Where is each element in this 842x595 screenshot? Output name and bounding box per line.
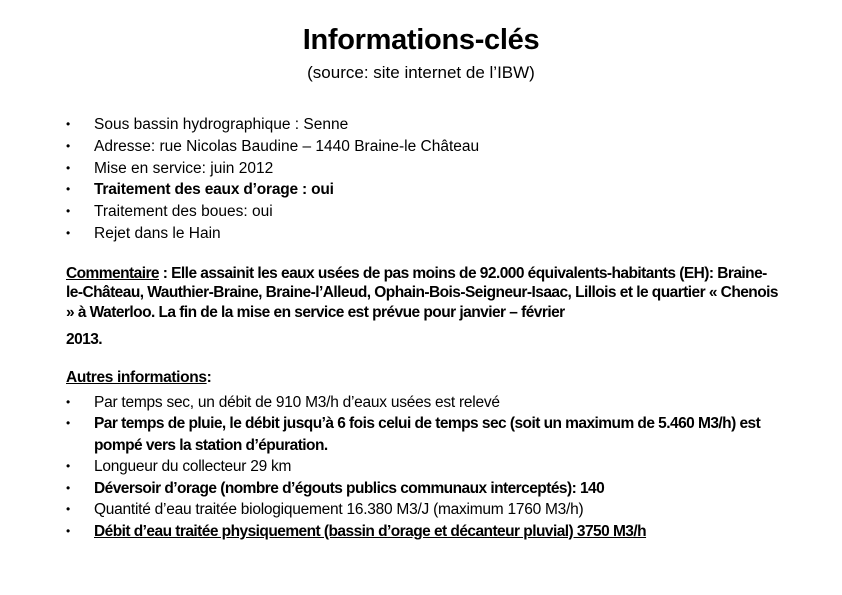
list-item [66, 201, 778, 223]
fact-text: Traitement des eaux d’orage : oui [94, 181, 334, 199]
bullet-icon: • [66, 459, 71, 474]
bullet-icon: • [66, 204, 71, 219]
list-item [66, 413, 780, 456]
other-info-text: Déversoir d’orage (nombre d’égouts publics communaux interceptés): 140 [94, 479, 605, 497]
list-item [66, 179, 778, 201]
bullet-icon: • [66, 138, 71, 153]
subtitle: (source: site internet de l’IBW) [307, 63, 535, 82]
facts-list [66, 114, 778, 245]
other-info-text: Quantité d’eau traitée biologiquement 16.380 M3/J (maximum 1760 M3/h) [94, 501, 584, 519]
page-title: Informations-clés [302, 24, 540, 56]
bullet-icon: • [66, 502, 71, 517]
bullet-icon: • [66, 480, 71, 495]
commentary-paragraph [66, 264, 780, 350]
fact-text: Adresse: rue Nicolas Baudine – 1440 Braine-le Château [94, 137, 480, 155]
list-item [66, 456, 780, 478]
other-info-heading-text: Autres informations [66, 368, 207, 386]
fact-text: Traitement des boues: oui [94, 203, 273, 221]
list-item [66, 478, 780, 500]
other-info-text: Longueur du collecteur 29 km [94, 458, 292, 476]
commentary-separator: : [159, 264, 172, 282]
commentary-year: 2013. [66, 331, 103, 349]
commentary-label: Commentaire [66, 264, 160, 282]
list-item [66, 499, 780, 521]
other-info-heading [66, 368, 780, 388]
fact-text: Sous bassin hydrographique : Senne [94, 116, 349, 133]
bullet-icon: • [66, 117, 71, 131]
fact-text: Rejet dans le Hain [94, 224, 221, 242]
slide-header [0, 0, 842, 84]
other-info-list [66, 392, 780, 543]
other-info-text: Par temps de pluie, le débit jusqu’à 6 fois celui de temps sec (soit un maximum de 5.460 M3/h) est pompé vers la station d’épuration. [94, 415, 761, 454]
list-item [66, 114, 778, 136]
bullet-icon: • [66, 160, 71, 175]
bullet-icon: • [66, 394, 71, 409]
list-item [66, 392, 780, 414]
bullet-icon: • [66, 523, 71, 538]
list-item [66, 136, 778, 158]
bullet-icon: • [66, 225, 71, 240]
list-item [66, 521, 780, 543]
commentary-text: Elle assainit les eaux usées de pas moins de 92.000 équivalents-habitants (EH): Braine-le-Château, Wauthier-Braine, Braine-l’Alleud, Ophain-Bois-Seigneur-Isaac, Lillois et le quartier « Chenois » à Waterloo. La fin de la mise en service est prévue pour janvier – février [66, 264, 778, 321]
list-item [66, 223, 778, 245]
bullet-icon: • [66, 182, 71, 197]
bullet-icon: • [66, 416, 71, 431]
fact-text: Mise en service: juin 2012 [94, 159, 274, 177]
other-info-text: Débit d’eau traitée physiquement (bassin d’orage et décanteur pluvial) 3750 M3/h [94, 522, 647, 540]
other-info-text: Par temps sec, un débit de 910 M3/h d’eaux usées est relevé [94, 393, 500, 411]
list-item [66, 158, 778, 180]
other-info-heading-colon: : [206, 368, 212, 386]
